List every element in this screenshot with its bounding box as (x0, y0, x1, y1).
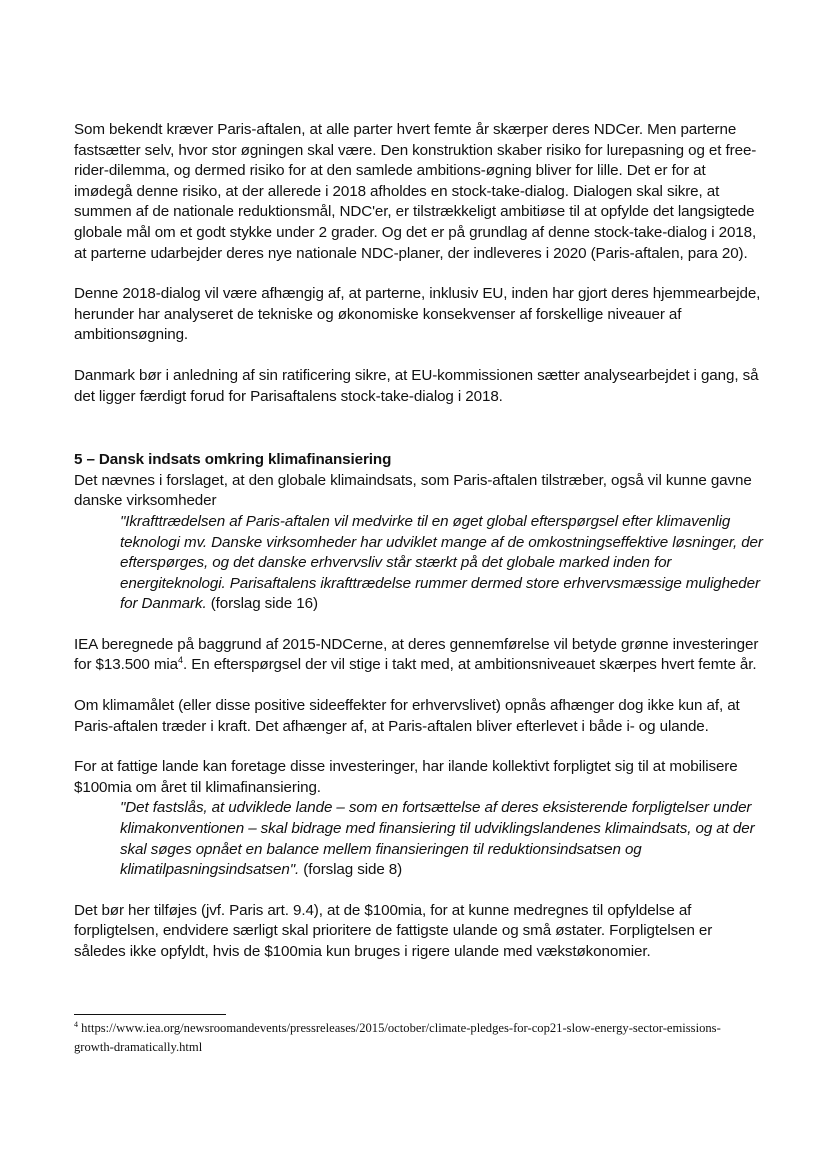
footnote (74, 1019, 754, 1056)
paragraph-iea (74, 635, 764, 676)
section-heading: 5 – Dansk indsats omkring klimafinansiering (74, 451, 392, 469)
footnote-reference[interactable]: 4 (178, 655, 183, 666)
paragraph-poor-countries: For at fattige lande kan foretage disse investeringer, har ilande kollektivt forpligtet sig til at mobilisere $100mia om året til klimafinansiering. (74, 758, 738, 796)
body-text (74, 120, 764, 963)
quote-proposal-8 (120, 798, 764, 880)
footnote-url[interactable]: https://www.iea.org/newsroomandevents/pressreleases/2015/october/climate-pledges-for-cop21-slow-energy-sector-emissions-growth-dramatically.html (74, 1021, 721, 1054)
paragraph-ratification: Danmark bør i anledning af sin ratificering sikre, at EU-kommissionen sætter analysearbejdet i gang, så det ligger færdigt forud for Parisaftalens stock-take-dialog i 2018. (74, 366, 759, 405)
paragraph-climate-goal: Om klimamålet (eller disse positive sideeffekter for erhvervslivet) opnås afhænger dog ikke kun af, at Paris-aftalen træder i kraft. Det afhænger af, at Paris-aftalen bliver efterlevet i både i- og ulande. (74, 697, 740, 735)
paragraph-paris-art-9-4: Det bør her tilføjes (jvf. Paris art. 9.4), at de $100mia, for at kunne medregnes til opfyldelse af forpligtelsen, endvidere særligt skal prioritere de fattigste ulande og små østater. Forpligtelsen er således ikke opfyldt, hvis de $100mia kun bruges i rigere ulande med vækstøkonomier. (74, 901, 713, 960)
quote-reference: (forslag side 16) (210, 595, 318, 613)
paragraph-danish-companies: Det nævnes i forslaget, at den globale klimaindsats, som Paris-aftalen tilstræber, også vil kunne gavne danske virksomheder (74, 471, 752, 510)
quote-text: "Ikrafttrædelsen af Paris-aftalen vil medvirke til en øget global efterspørgsel efter klimavenlig teknologi mv. Danske virksomheder har udviklet mange af de omkostningseffektive løsninger, der efterspørges, og det danske erhvervsliv står stærkt på det globale marked inden for energiteknologi. Parisaftalens ikrafttrædelse rummer dermed store erhvervsmæssige muligheder for Danmark. (120, 512, 763, 613)
quote-reference: (forslag side 8) (303, 861, 403, 879)
paragraph-iea-text-end: . En efterspørgsel der vil stige i takt med, at ambitionsniveauet skærpes hvert femte år. (182, 656, 757, 674)
paragraph-2018-dialog: Denne 2018-dialog vil være afhængig af, at parterne, inklusiv EU, inden har gjort deres hjemmearbejde, herunder har analyseret de tekniske og økonomiske konsekvenser af forskellige niveauer af ambitionsøgning. (74, 285, 761, 344)
footnote-divider (74, 1014, 226, 1015)
paragraph-stock-take: Som bekendt kræver Paris-aftalen, at alle parter hvert femte år skærper deres NDCer. Men parterne fastsætter selv, hvor stor øgningen skal være. Den konstruktion skaber risiko for lurepasning og et free-rider-dilemma, og dermed risiko for at den samlede ambitions-øgning bliver for lille. Det er for at imødegå denne risiko, at der allerede i 2018 afholdes en stock-take-dialog. Dialogen skal sikre, at summen af de nationale reduktionsmål, NDC'er, er tilstrækkeligt ambitiøse til at opfylde det langsigtede globale mål om et godt stykke under 2 grader. Og det er på grundlag af denne stock-take-dialog i 2018, at parterne udarbejder deres nye nationale NDC-planer, der indleveres i 2020 (Paris-aftalen, para 20). (74, 121, 757, 262)
quote-proposal-16 (120, 512, 764, 615)
quote-text: "Det fastslås, at udviklede lande – som en fortsættelse af deres eksisterende forpligtelser under klimakonventionen – skal bidrage med finansiering til udviklingslandenes klimaindsats, og at der skal søges opnået en balance mellem finansieringen til reduktionsindsatsen og klimatilpasningsindsatsen". (120, 799, 755, 879)
paragraph-iea-text: IEA beregnede på baggrund af 2015-NDCerne, at deres gennemførelse vil betyde grønne investeringer for $13.500 mia (74, 635, 759, 674)
footnote-marker: 4 (74, 1019, 78, 1029)
